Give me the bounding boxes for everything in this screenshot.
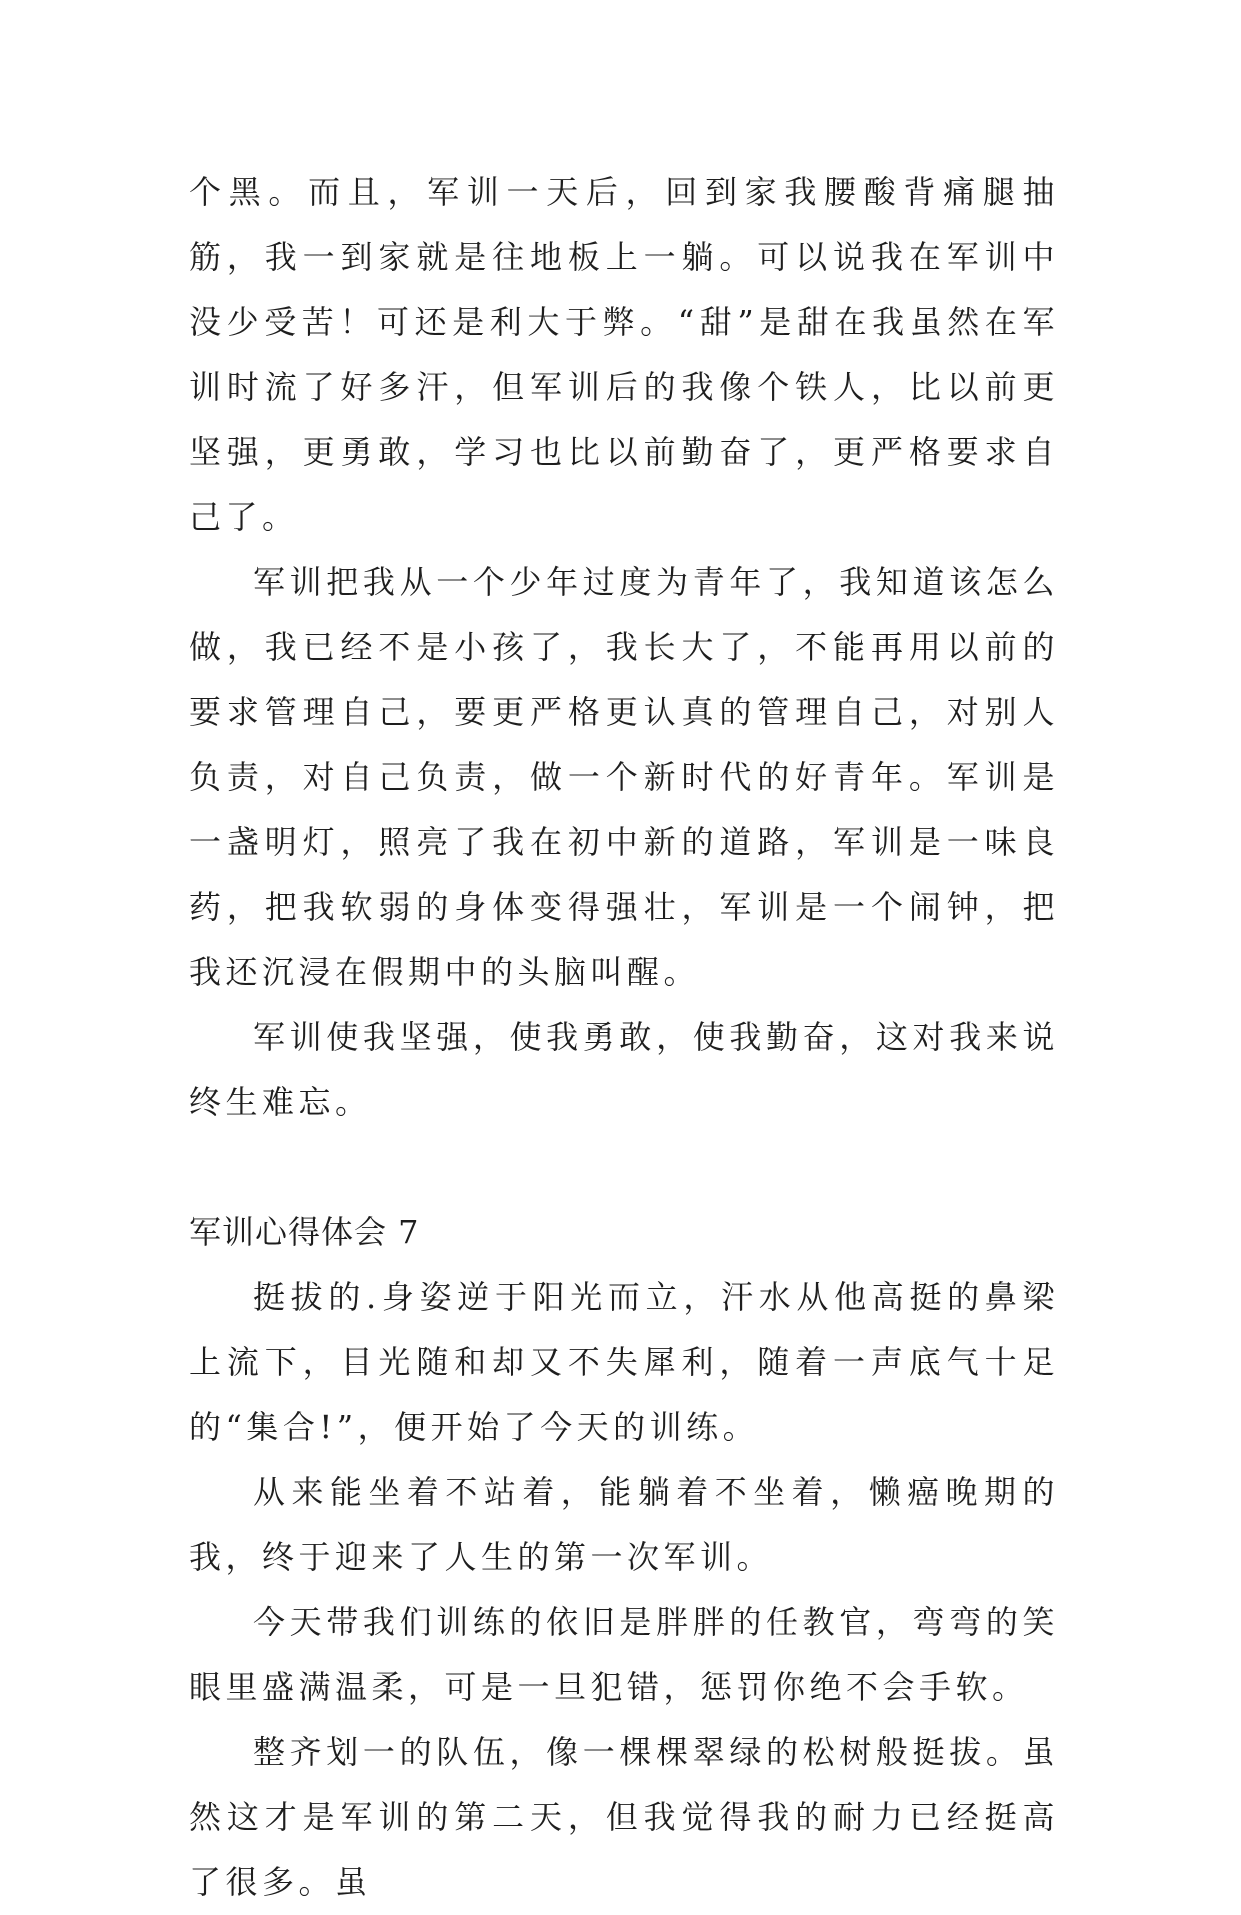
paragraph: 军训把我从一个少年过度为青年了，我知道该怎么做，我已经不是小孩了，我长大了，不能再用以前的要求管理自己，要更严格更认真的管理自己，对别人负责，对自己负责，做一个新时代的好青年。军训是一盏明灯，照亮了我在初中新的道路，军训是一味良药，把我软弱的身体变得强壮，军训是一个闹钟，把我还沉浸在假期中的头脑叫醒。	[189, 563, 1059, 991]
paragraph: 整齐划一的队伍，像一棵棵翠绿的松树般挺拔。虽然这才是军训的第二天，但我觉得我的耐力已经挺高了很多。虽	[189, 1733, 1059, 1901]
paragraph: 挺拔的.身姿逆于阳光而立，汗水从他高挺的鼻梁上流下，目光随和却又不失犀利，随着一声底气十足的“集合!”，便开始了今天的训练。	[189, 1278, 1059, 1446]
document-body	[189, 160, 1059, 1915]
paragraph: 从来能坐着不站着，能躺着不坐着，懒癌晚期的我，终于迎来了人生的第一次军训。	[189, 1473, 1059, 1576]
paragraph-continued: 个黑。而且，军训一天后，回到家我腰酸背痛腿抽筋，我一到家就是往地板上一躺。可以说我在军训中没少受苦！可还是利大于弊。“甜”是甜在我虽然在军训时流了好多汗，但军训后的我像个铁人，比以前更坚强，更勇敢，学习也比以前勤奋了，更严格要求自己了。	[189, 173, 1059, 536]
paragraph: 军训使我坚强，使我勇敢，使我勤奋，这对我来说终生难忘。	[189, 1018, 1059, 1121]
paragraph: 今天带我们训练的依旧是胖胖的任教官，弯弯的笑眼里盛满温柔，可是一旦犯错，惩罚你绝不会手软。	[189, 1603, 1059, 1706]
section-heading: 军训心得体会 7	[189, 1213, 420, 1251]
